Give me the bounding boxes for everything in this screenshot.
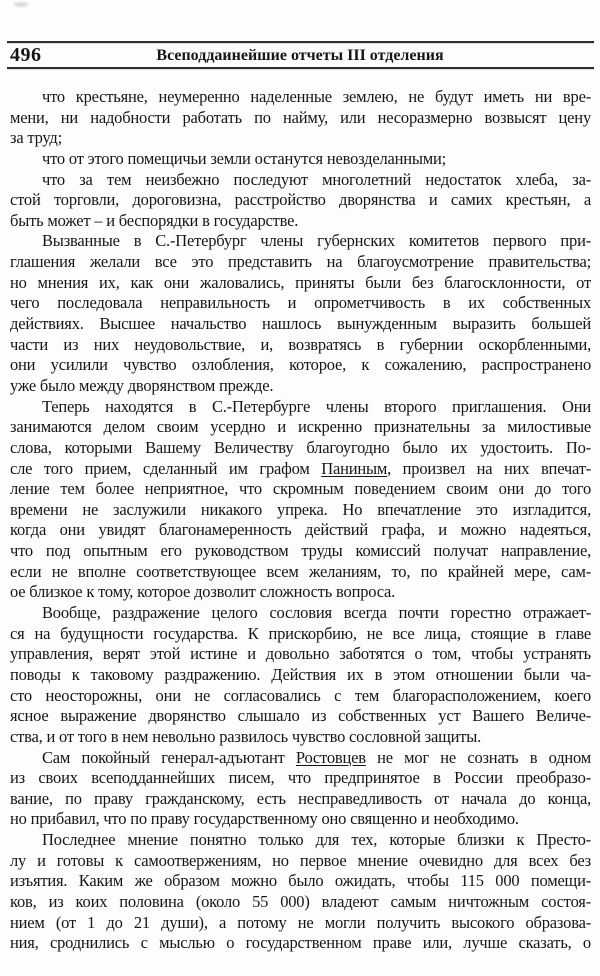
text-segment: ства, и от того в нем невольно развилось чувство сословной защиты. <box>10 726 482 746</box>
text-segment: когда они увидят благонамеренность действий графа, и можно надеяться, <box>10 520 591 540</box>
text-line <box>10 376 591 397</box>
text-segment: мени, ни надобности работать по найму, или несоразмерно возвысят цену <box>10 107 591 127</box>
text-segment: поводы к таковому раздражению. Действия их в этом отношении были ча- <box>10 664 591 684</box>
text-line <box>10 438 591 459</box>
text-segment: что от этого помещичьи земли останутся невозделанными; <box>42 148 447 168</box>
text-segment: управления, верят этой истине и довольно заботятся о том, чтобы устранять <box>10 644 591 664</box>
text-segment: стой торговли, дороговизна, расстройство дворянства и самих крестьян, а <box>10 190 591 210</box>
text-segment: но прибавил, что по праву государственному оно священно и необходимо. <box>10 809 519 829</box>
text-segment: части из них неудовольствие, и, возвратясь в губернии оскорбленными, <box>10 334 591 354</box>
text-line <box>10 397 591 418</box>
text-segment: Вообще, раздражение целого сословия всегда почти горестно отражает- <box>42 603 591 623</box>
text-line <box>10 459 591 480</box>
text-line <box>10 871 591 892</box>
text-segment: , произвел на них впечат- <box>387 458 591 478</box>
header-rule-bottom <box>7 67 594 69</box>
text-line <box>10 748 591 769</box>
text-segment: действиях. Высшее начальство нашлось вынужденным выразить большей <box>10 314 591 334</box>
text-segment: уже было между дворянством прежде. <box>10 375 274 395</box>
text-segment: ния, сроднились с мыслью о государственном праве или, лучше сказать, о <box>10 933 591 953</box>
text-line <box>10 149 591 170</box>
underlined-name: Ростовцев <box>295 747 366 767</box>
text-segment: лу и готовы к самоотвержениям, но первое мнение очевидно для всех без <box>10 850 591 870</box>
text-segment: ясное выражение дворянство слышало из собственных уст Вашего Величе- <box>10 706 591 726</box>
text-segment: что крестьяне, неумеренно наделенные землею, не будут иметь ни вре- <box>42 87 591 106</box>
text-line <box>10 252 591 273</box>
text-line <box>10 355 591 376</box>
text-segment: ся на будущности государства. К прискорбию, не все лица, стоящие в главе <box>10 623 591 643</box>
text-line <box>10 170 591 191</box>
text-line <box>10 335 591 356</box>
text-line <box>10 624 591 645</box>
scan-smudge <box>14 2 28 7</box>
text-segment: за труд; <box>10 128 63 148</box>
text-line <box>10 851 591 872</box>
text-segment: глашения желали все это представить на благоусмотрение правительства; <box>10 252 591 272</box>
text-line <box>10 231 591 252</box>
text-segment: сто неосторожны, они не согласовались с тем благорасположением, коего <box>10 685 591 705</box>
text-line <box>10 809 591 830</box>
underlined-name: Паниным <box>321 458 388 478</box>
page-number: 496 <box>10 44 42 66</box>
text-line <box>10 108 591 129</box>
text-line <box>10 500 591 521</box>
text-line <box>10 644 591 665</box>
text-line <box>10 789 591 810</box>
text-segment: Вызванные в С.-Петербург члены губернских комитетов первого при- <box>42 231 591 251</box>
text-segment: нием (от 1 до 21 души), а потому не могли получить высокого образова- <box>10 912 591 932</box>
text-line <box>10 913 591 934</box>
text-segment: но мнения их, как они жаловались, приняты были без благосклонности, от <box>10 272 591 292</box>
text-line <box>10 892 591 913</box>
text-line <box>10 830 591 851</box>
text-line <box>10 933 591 954</box>
text-line <box>10 768 591 789</box>
text-segment: чего последовала неправильность и опрометчивость в их собственных <box>10 293 591 313</box>
text-line <box>10 727 591 748</box>
text-segment: Теперь находятся в С.-Петербурге члены второго приглашения. Они <box>42 396 591 416</box>
text-segment: вание, по праву гражданскому, есть несправедливость от начала до конца, <box>10 788 591 808</box>
text-segment: сле того прием, сделанный им графом <box>10 458 322 478</box>
text-line <box>10 211 591 232</box>
header-rule-top <box>7 41 594 43</box>
text-segment: они усилили чувство озлобления, которое, к сожалению, распространено <box>10 355 591 375</box>
text-line <box>10 520 591 541</box>
text-segment: изъятия. Каким же образом можно было ожидать, чтобы 115 000 помещи- <box>10 871 591 891</box>
text-line <box>10 603 591 624</box>
text-line <box>10 706 591 727</box>
running-title: Всеподдаинейшие отчеты III отделения <box>156 47 444 64</box>
text-line <box>10 417 591 438</box>
text-line <box>10 314 591 335</box>
text-segment: что за тем неизбежно последуют многолетний недостаток хлеба, за- <box>42 169 591 189</box>
text-segment: ков, из коих половина (около 55 000) владеют самым ничтожным состоя- <box>10 891 591 911</box>
text-line <box>10 686 591 707</box>
text-line <box>10 293 591 314</box>
text-segment: ое близкое к тому, которое дозволит сложность вопроса. <box>10 582 396 602</box>
text-line <box>10 273 591 294</box>
text-segment: времени не заслужили никакого упрека. Но впечатление это изгладится, <box>10 499 591 519</box>
text-line <box>10 562 591 583</box>
text-segment: быть может – и беспорядки в государстве. <box>10 210 299 230</box>
text-block <box>10 87 591 954</box>
text-line <box>10 582 591 603</box>
text-line <box>10 479 591 500</box>
text-segment: Сам покойный генерал-адъютант <box>42 747 296 767</box>
text-line <box>10 128 591 149</box>
text-segment: Последнее мнение понятно только для тех, которые близки к Престо- <box>42 830 591 850</box>
text-segment: если не вполне соответствующее всем желаниям, то, по крайней мере, сам- <box>10 561 591 581</box>
text-segment: ление тем более неприятное, что скромным поведением своим они до того <box>10 479 591 499</box>
text-segment: что под опытным его руководством труды комиссий получат направление, <box>10 541 591 561</box>
text-line <box>10 541 591 562</box>
text-segment: не мог не сознать в одном <box>365 747 591 767</box>
text-segment: слова, которыми Вашему Величеству благоугодно было их удостоить. По- <box>10 437 591 457</box>
text-line <box>10 665 591 686</box>
text-line <box>10 87 591 108</box>
text-segment: из своих всеподданнейших писем, что предпринятое в России преобразо- <box>10 768 591 788</box>
text-segment: занимаются делом своим усердно и искренно признательны за милостивые <box>10 417 591 437</box>
text-line <box>10 190 591 211</box>
